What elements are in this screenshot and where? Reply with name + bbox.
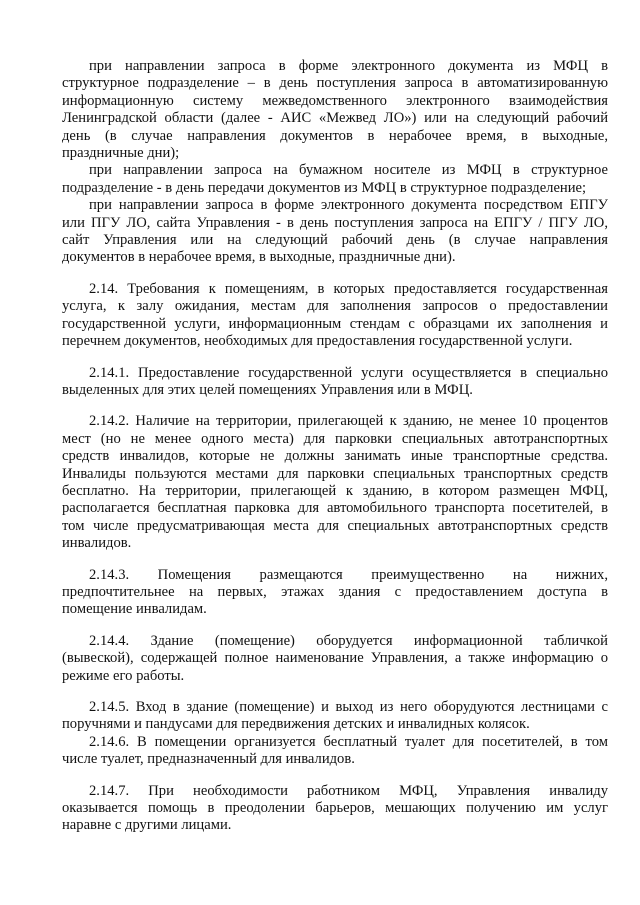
text-line: информационную систему межведомственного электронного взаимодействия [62, 92, 608, 109]
section-2-14-3 [62, 567, 608, 619]
section-2-14 [62, 281, 608, 351]
text-line: праздничные дни); [62, 145, 180, 162]
section-2-14-4 [62, 633, 608, 685]
text-line: 2.14.5. Вход в здание (помещение) и выход из него оборудуются лестницами с [89, 699, 608, 715]
section-2-14-6 [62, 734, 608, 769]
paragraph-delivery-epgu [62, 197, 608, 267]
text-line: инвалидов. [62, 535, 132, 552]
text-line: при направлении запроса в форме электронного документа посредством ЕПГУ [89, 197, 608, 214]
text-line: государственной услуги, информационным стендам с образцами их заполнения и [62, 315, 608, 332]
text-line: или ПГУ ЛО, сайта Управления - в день поступления запроса на ЕПГУ / ПГУ ЛО, [62, 214, 608, 231]
text-line: при направлении запроса в форме электронного документа из МФЦ в [89, 58, 608, 74]
text-line: располагается бесплатная парковка для автомобильного транспорта посетителей, в [62, 500, 608, 517]
text-line: 2.14.1. Предоставление государственной услуги осуществляется в специально [89, 364, 608, 381]
text-line: 2.14.3. Помещения размещаются преимущественно на нижних, [89, 566, 608, 583]
text-line: помещение инвалидам. [62, 601, 207, 618]
text-line: оказывается помощь в преодолении барьеров, мешающих получению им услуг [62, 800, 608, 817]
text-line: выделенных для этих целей помещениях Управления или в МФЦ. [62, 381, 473, 398]
section-2-14-2 [62, 413, 608, 552]
section-2-14-1 [62, 365, 608, 400]
text-line: 2.14.4. Здание (помещение) оборудуется информационной табличкой [89, 632, 608, 649]
text-line: 2.14.6. В помещении организуется бесплатный туалет для посетителей, в том [89, 733, 608, 750]
text-line: 2.14. Требования к помещениям, в которых предоставляется государственная [89, 280, 608, 297]
text-line: мест (но не менее одного места) для парковки специальных автотранспортных [62, 430, 608, 447]
text-line: при направлении запроса на бумажном носителе из МФЦ в структурное [89, 162, 608, 179]
text-line: документов в нерабочее время, в выходные, праздничные дни). [62, 249, 456, 266]
text-line: предпочтительнее на первых, этажах здания с предоставлением доступа в [62, 583, 608, 600]
text-line: режиме его работы. [62, 667, 185, 684]
text-line: сайт Управления или на следующий рабочий день (в случае направления [62, 232, 608, 249]
text-line: наравне с другими лицами. [62, 817, 232, 834]
text-line: перечнем документов, необходимых для предоставления государственной услуги. [62, 333, 573, 350]
text-line: услуга, к залу ожидания, местам для заполнения запросов о предоставлении [62, 298, 608, 315]
text-line: средств инвалидов, которые не должны занимать иные транспортные средства. [62, 448, 608, 465]
section-2-14-7 [62, 783, 608, 835]
text-line: числе туалет, предназначенный для инвалидов. [62, 751, 355, 768]
text-line: том числе предусматривающая места для специальных автотранспортных средств [62, 517, 608, 534]
text-line: поручнями и пандусами для передвижения детских и инвалидных колясок. [62, 716, 530, 733]
text-line: Ленинградской области (далее - АИС «Межвед ЛО») или на следующий рабочий [62, 110, 608, 127]
text-line: бесплатно. На территории, прилегающей к зданию, в котором размещен МФЦ, [62, 482, 608, 499]
text-line: (вывеской), содержащей полное наименование Управления, а также информацию о [62, 650, 608, 667]
document-page [62, 58, 608, 835]
text-line: Инвалиды пользуются местами для парковки специальных транспортных средств [62, 465, 608, 482]
text-line: подразделение - в день передачи документов из МФЦ в структурное подразделение; [62, 179, 587, 196]
paragraph-delivery-electronic-mfc [62, 58, 608, 162]
text-line: день (в случае направления документов в нерабочее время, в выходные, [62, 127, 608, 144]
text-line: структурное подразделение – в день поступления запроса в автоматизированную [62, 75, 608, 92]
section-2-14-5 [62, 699, 608, 734]
text-line: 2.14.2. Наличие на территории, прилегающей к зданию, не менее 10 процентов [89, 413, 608, 430]
paragraph-delivery-paper-mfc [62, 162, 608, 197]
text-line: 2.14.7. При необходимости работником МФЦ, Управления инвалиду [89, 782, 608, 799]
